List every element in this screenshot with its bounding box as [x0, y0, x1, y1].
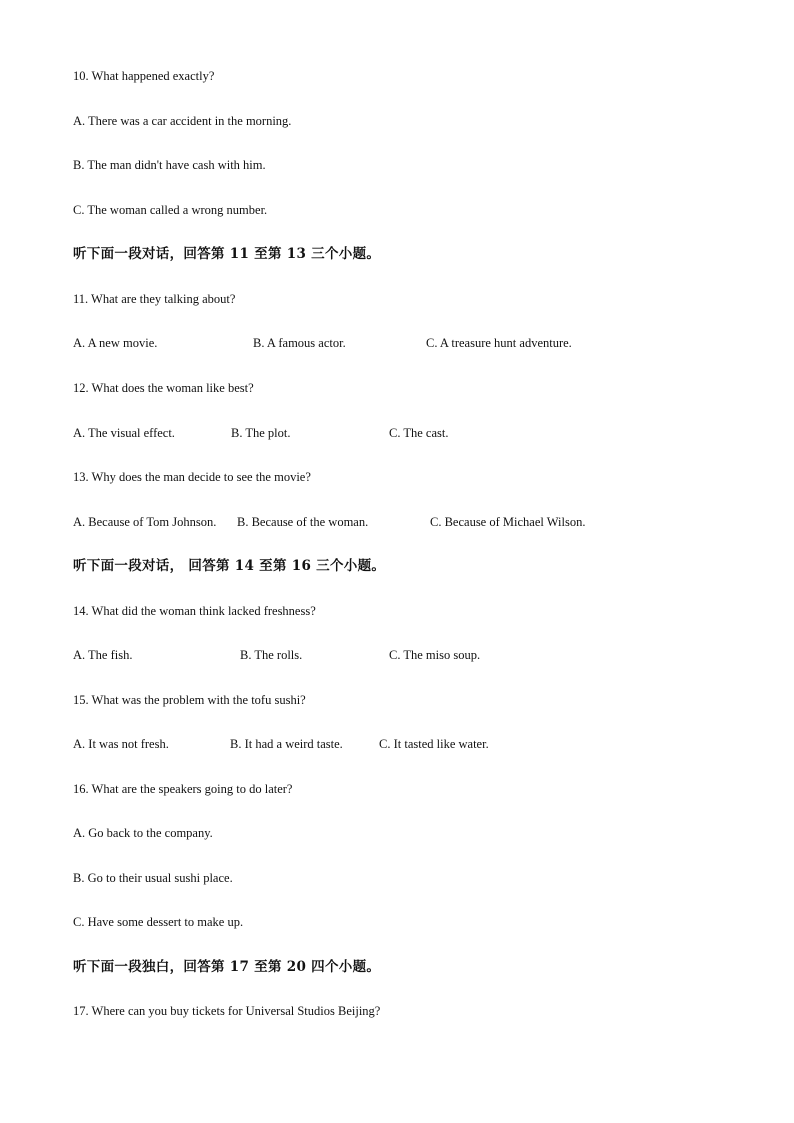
question-10-option-b: B. The man didn't have cash with him.	[73, 158, 266, 172]
question-14-options	[73, 647, 723, 663]
question-15-options	[73, 736, 723, 752]
question-15-option-b: B. It had a weird taste.	[230, 737, 343, 751]
question-13-options	[73, 514, 723, 530]
question-10-option-c: C. The woman called a wrong number.	[73, 203, 268, 217]
question-13-option-c: C. Because of Michael Wilson.	[430, 515, 586, 529]
section-heading-14-16: 听下面一段对话， 回答第 14 至第 16 三个小题。	[73, 558, 386, 574]
question-11-options	[73, 335, 723, 351]
question-13-option-a: A. Because of Tom Johnson.	[73, 515, 217, 529]
question-12-options	[73, 425, 723, 441]
question-11-option-a: A. A new movie.	[73, 336, 158, 350]
question-16-option-b: B. Go to their usual sushi place.	[73, 871, 233, 885]
section-heading-11-13: 听下面一段对话，回答第 11 至第 13 三个小题。	[73, 246, 381, 262]
question-10-option-a: A. There was a car accident in the morning.	[73, 114, 292, 128]
question-11-option-b: B. A famous actor.	[253, 336, 346, 350]
question-15: 15. What was the problem with the tofu sushi?	[73, 693, 306, 707]
question-14-option-b: B. The rolls.	[240, 648, 303, 662]
question-16: 16. What are the speakers going to do later?	[73, 782, 293, 796]
question-11-option-c: C. A treasure hunt adventure.	[426, 336, 572, 350]
question-12-option-b: B. The plot.	[231, 426, 291, 440]
question-15-option-a: A. It was not fresh.	[73, 737, 169, 751]
question-13-option-b: B. Because of the woman.	[237, 515, 369, 529]
question-14-option-c: C. The miso soup.	[389, 648, 481, 662]
question-16-option-a: A. Go back to the company.	[73, 826, 213, 840]
question-10: 10. What happened exactly?	[73, 69, 215, 83]
question-11: 11. What are they talking about?	[73, 292, 236, 306]
section-heading-17-20: 听下面一段独白，回答第 17 至第 20 四个小题。	[73, 959, 381, 975]
question-14-option-a: A. The fish.	[73, 648, 133, 662]
question-12: 12. What does the woman like best?	[73, 381, 254, 395]
question-15-option-c: C. It tasted like water.	[379, 737, 489, 751]
question-17: 17. Where can you buy tickets for Universal Studios Beijing?	[73, 1004, 381, 1018]
question-12-option-c: C. The cast.	[389, 426, 449, 440]
question-13: 13. Why does the man decide to see the movie?	[73, 470, 311, 484]
question-16-option-c: C. Have some dessert to make up.	[73, 915, 244, 929]
question-12-option-a: A. The visual effect.	[73, 426, 175, 440]
question-14: 14. What did the woman think lacked freshness?	[73, 604, 316, 618]
